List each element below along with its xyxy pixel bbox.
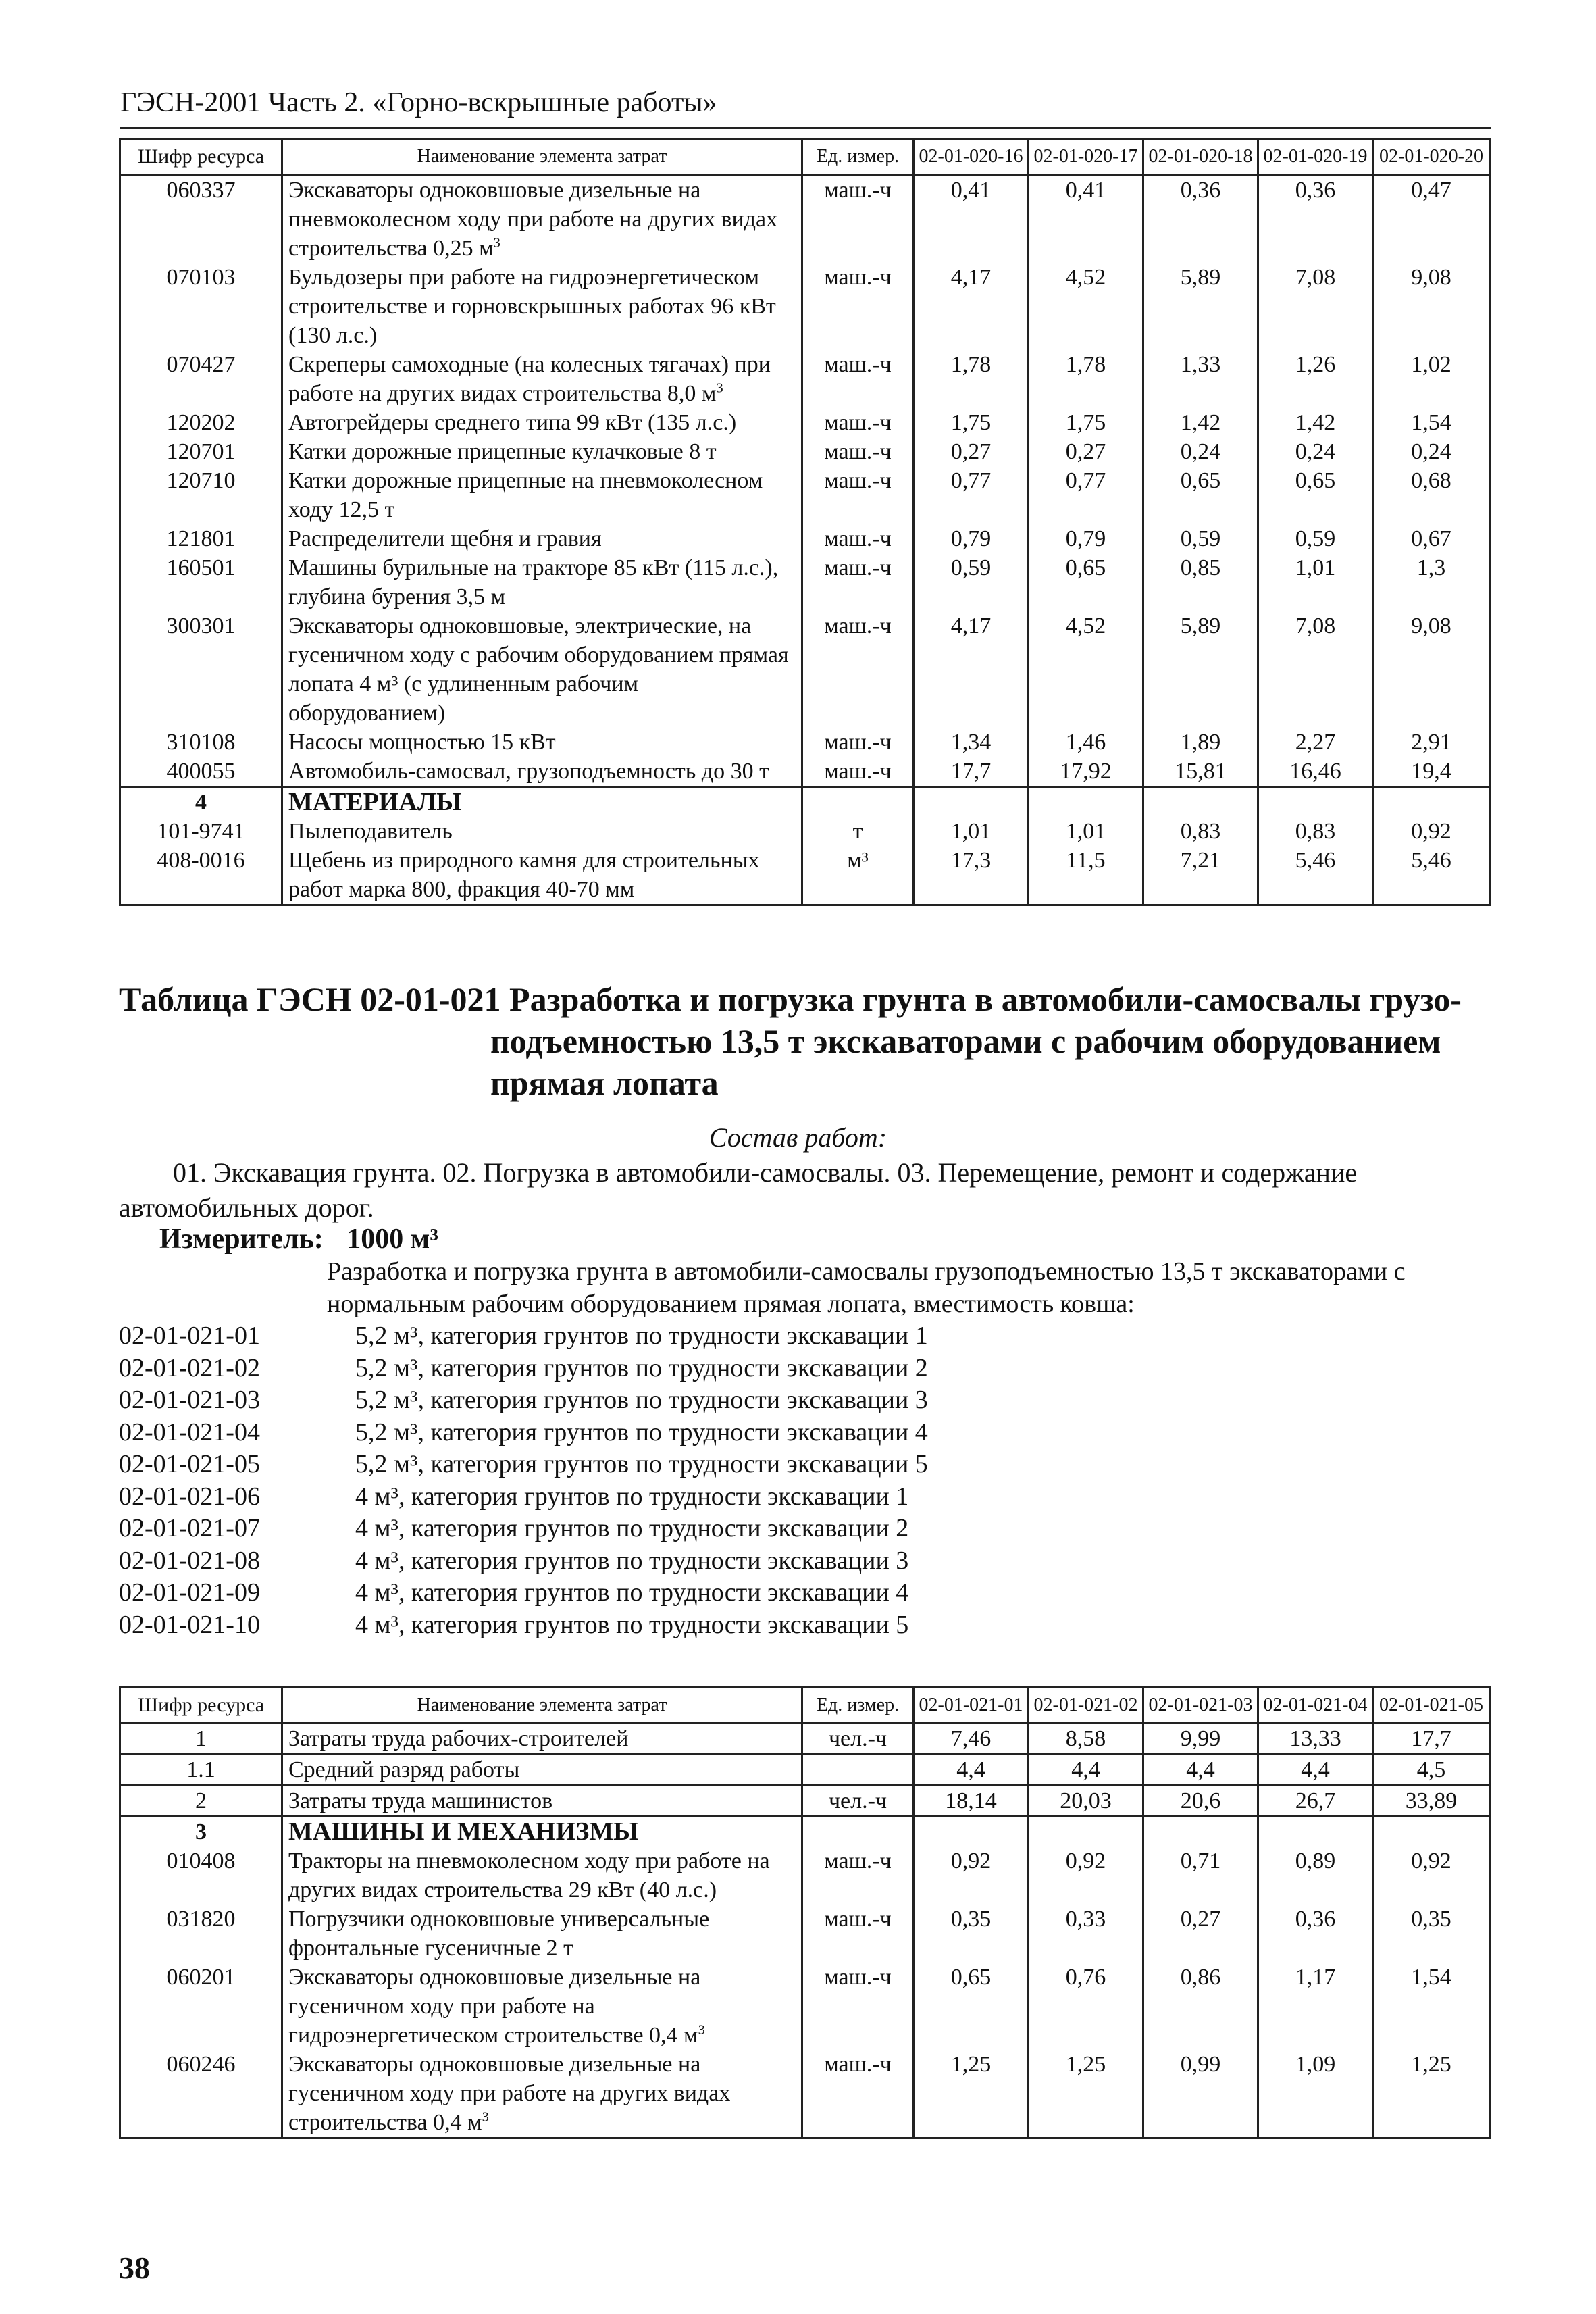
table-row (120, 846, 1490, 905)
resource-value: 1,78 (1029, 350, 1143, 408)
resource-value: 0,33 (1029, 1905, 1143, 1963)
resource-code: 010408 (120, 1846, 282, 1905)
resource-value: 1,09 (1258, 2050, 1373, 2138)
resource-value: 4,4 (1258, 1755, 1373, 1786)
resource-value: 0,92 (1373, 1846, 1490, 1905)
resource-value: 0,83 (1143, 817, 1258, 846)
resource-name-text: Распределители щебня и гравия (288, 526, 602, 551)
resource-value: 0,85 (1143, 553, 1258, 611)
resource-value: 0,59 (914, 553, 1029, 611)
resource-value: 0,77 (914, 466, 1029, 524)
resource-value: 0,36 (1258, 175, 1373, 263)
table-row (120, 817, 1490, 846)
resource-unit: маш.-ч (802, 175, 914, 263)
resource-name (282, 437, 802, 466)
resource-unit: м³ (802, 846, 914, 905)
variant-description: 5,2 м³, категория грунтов по трудности экскавации 1 (355, 1322, 928, 1350)
resource-name (282, 1755, 802, 1786)
resource-value: 33,89 (1373, 1786, 1490, 1817)
resource-unit (802, 787, 914, 818)
resource-value: 1,54 (1373, 408, 1490, 437)
resource-value: 0,65 (914, 1963, 1029, 2050)
resource-name-text: Щебень из природного камня для строительных работ марка 800, фракция 40-70 мм (288, 848, 760, 902)
resource-value: 13,33 (1258, 1724, 1373, 1755)
table-title-line1: Таблица ГЭСН 02-01-021 Разработка и погрузка грунта в автомобили-самосвалы грузо- (119, 980, 1462, 1018)
variant-code: 02-01-021-05 (119, 1450, 260, 1478)
resource-value: 0,59 (1143, 524, 1258, 553)
resource-code: 400055 (120, 757, 282, 787)
table-row (120, 1724, 1490, 1755)
resource-name-text: Экскаваторы одноковшовые дизельные на гусеничном ходу при работе на других видах строительства 0,4 м (288, 2052, 731, 2135)
resource-value: 0,41 (1029, 175, 1143, 263)
header-name: Наименование элемента затрат (282, 139, 802, 175)
resource-name (282, 408, 802, 437)
header-col: 02-01-020-16 (914, 139, 1029, 175)
resource-value: 7,21 (1143, 846, 1258, 905)
resource-value: 4,4 (1029, 1755, 1143, 1786)
resource-value: 1,01 (914, 817, 1029, 846)
resource-value: 5,89 (1143, 263, 1258, 350)
resource-value: 0,27 (1029, 437, 1143, 466)
table-row (120, 524, 1490, 553)
resource-name (282, 611, 802, 728)
resource-code: 4 (120, 787, 282, 818)
resource-name (282, 175, 802, 263)
resource-name-superscript: 3 (482, 2109, 489, 2125)
resource-code: 031820 (120, 1905, 282, 1963)
resource-code: 1.1 (120, 1755, 282, 1786)
resource-code: 120701 (120, 437, 282, 466)
meter (159, 1223, 438, 1255)
variant-description: 4 м³, категория грунтов по трудности экскавации 1 (355, 1482, 909, 1511)
resource-name (282, 728, 802, 757)
resource-value: 9,99 (1143, 1724, 1258, 1755)
resource-unit: маш.-ч (802, 1963, 914, 2050)
table-row (120, 1846, 1490, 1905)
resource-unit (802, 1755, 914, 1786)
resource-code: 120202 (120, 408, 282, 437)
table-row (120, 263, 1490, 350)
resource-code: 060201 (120, 1963, 282, 2050)
table-row (120, 1817, 1490, 1847)
resource-value: 0,99 (1143, 2050, 1258, 2138)
resource-value: 20,6 (1143, 1786, 1258, 1817)
header-col: 02-01-021-01 (914, 1688, 1029, 1724)
resource-name (282, 1786, 802, 1817)
resource-value: 1,54 (1373, 1963, 1490, 2050)
resource-value: 26,7 (1258, 1786, 1373, 1817)
resource-value: 9,08 (1373, 611, 1490, 728)
resource-value: 1,25 (1029, 2050, 1143, 2138)
resource-code: 160501 (120, 553, 282, 611)
resource-value: 4,4 (1143, 1755, 1258, 1786)
table-row (120, 757, 1490, 787)
variants-intro: Разработка и погрузка грунта в автомобили-самосвалы грузоподъемностью 13,5 т экскаваторами с нормальным рабочим оборудованием прямая лопата, вместимость ковша: (327, 1257, 1406, 1318)
variant-description: 5,2 м³, категория грунтов по трудности экскавации 3 (355, 1386, 928, 1414)
header-col: 02-01-021-04 (1258, 1688, 1373, 1724)
resource-unit: маш.-ч (802, 350, 914, 408)
resource-value: 2,91 (1373, 728, 1490, 757)
table-row (120, 408, 1490, 437)
resource-value: 0,89 (1258, 1846, 1373, 1905)
resource-code: 060246 (120, 2050, 282, 2138)
resource-value: 9,08 (1373, 263, 1490, 350)
header-col: 02-01-020-17 (1029, 139, 1143, 175)
header-code: Шифр ресурса (120, 139, 282, 175)
resource-name-text: Автомобиль-самосвал, грузоподъемность до 30 т (288, 759, 769, 784)
resource-code: 121801 (120, 524, 282, 553)
resource-unit: маш.-ч (802, 2050, 914, 2138)
variant-description: 5,2 м³, категория грунтов по трудности экскавации 4 (355, 1417, 928, 1447)
table-row (120, 728, 1490, 757)
resource-value: 0,67 (1373, 524, 1490, 553)
resource-value: 0,92 (1373, 817, 1490, 846)
resource-name-text: Автогрейдеры среднего типа 99 кВт (135 л.с.) (288, 410, 737, 435)
resource-code: 070427 (120, 350, 282, 408)
resource-value: 4,17 (914, 611, 1029, 728)
table-row (120, 466, 1490, 524)
resource-code: 060337 (120, 175, 282, 263)
resource-value: 1,75 (914, 408, 1029, 437)
resource-value (1258, 787, 1373, 818)
resource-name-text: Катки дорожные прицепные на пневмоколесном ходу 12,5 т (288, 468, 763, 522)
resource-name-text: Тракторы на пневмоколесном ходу при работе на других видах строительства 29 кВт (40 л.с.) (288, 1848, 770, 1903)
resource-name (282, 466, 802, 524)
table-row (120, 1905, 1490, 1963)
running-header: ГЭСН-2001 Часть 2. «Горно-вскрышные работы» (120, 87, 717, 118)
resource-name (282, 2050, 802, 2138)
resource-value (914, 1817, 1029, 1847)
resource-name-text: Насосы мощностью 15 кВт (288, 730, 556, 755)
variant-description: 4 м³, категория грунтов по трудности экскавации 2 (355, 1514, 909, 1542)
resource-value: 1,78 (914, 350, 1029, 408)
resource-value: 5,89 (1143, 611, 1258, 728)
resource-unit: чел.-ч (802, 1786, 914, 1817)
resource-value: 4,17 (914, 263, 1029, 350)
table-row (120, 787, 1490, 818)
resource-value: 0,83 (1258, 817, 1373, 846)
resource-code: 300301 (120, 611, 282, 728)
resource-unit: маш.-ч (802, 408, 914, 437)
resource-name-text: Экскаваторы одноковшовые дизельные на пневмоколесном ходу при работе на других видах строительства 0,25 м (288, 178, 778, 261)
resource-name-text: Катки дорожные прицепные кулачковые 8 т (288, 439, 717, 464)
resource-name-text: Бульдозеры при работе на гидроэнергетическом строительстве и горновскрышных работах 96 кВт (130 л.с.) (288, 265, 776, 348)
header-col: 02-01-020-19 (1258, 139, 1373, 175)
resource-name (282, 846, 802, 905)
meter-label: Измеритель: (159, 1224, 324, 1255)
resource-name-text: Погрузчики одноковшовые универсальные фронтальные гусеничные 2 т (288, 1907, 710, 1961)
resource-value: 0,77 (1029, 466, 1143, 524)
resource-value: 1,25 (914, 2050, 1029, 2138)
resource-unit (802, 1817, 914, 1847)
resource-value: 17,7 (914, 757, 1029, 787)
table-header-row (120, 139, 1490, 175)
resource-unit: маш.-ч (802, 757, 914, 787)
resource-value: 5,46 (1373, 846, 1490, 905)
resource-value: 0,65 (1029, 553, 1143, 611)
variant-code: 02-01-021-06 (119, 1482, 260, 1511)
resource-value (914, 787, 1029, 818)
variant-description: 4 м³, категория грунтов по трудности экскавации 4 (355, 1578, 909, 1607)
resource-name-text: Затраты труда рабочих-строителей (288, 1726, 629, 1751)
resource-value: 4,5 (1373, 1755, 1490, 1786)
resource-value: 0,65 (1258, 466, 1373, 524)
resource-unit: маш.-ч (802, 553, 914, 611)
resource-value: 20,03 (1029, 1786, 1143, 1817)
resource-name (282, 553, 802, 611)
resource-unit: маш.-ч (802, 524, 914, 553)
resource-name (282, 1846, 802, 1905)
resource-unit: т (802, 817, 914, 846)
resource-value: 1,17 (1258, 1963, 1373, 2050)
resource-value: 0,68 (1373, 466, 1490, 524)
resource-value: 1,25 (1373, 2050, 1490, 2138)
table-row (120, 1786, 1490, 1817)
header-unit: Ед. измер. (802, 1688, 914, 1724)
resource-value: 17,7 (1373, 1724, 1490, 1755)
variant-code: 02-01-021-01 (119, 1322, 260, 1350)
table-row (120, 437, 1490, 466)
resource-value: 7,08 (1258, 263, 1373, 350)
resource-code: 408-0016 (120, 846, 282, 905)
variant-description: 5,2 м³, категория грунтов по трудности экскавации 2 (355, 1353, 928, 1382)
resource-unit: маш.-ч (802, 437, 914, 466)
resource-value: 0,35 (914, 1905, 1029, 1963)
resource-name (282, 787, 802, 818)
table-row (120, 2050, 1490, 2138)
resource-code: 101-9741 (120, 817, 282, 846)
resource-value: 1,89 (1143, 728, 1258, 757)
resource-value: 1,42 (1143, 408, 1258, 437)
meter-value: 1000 м³ (346, 1224, 438, 1255)
resource-name (282, 1724, 802, 1755)
table-row (120, 1963, 1490, 2050)
resource-value: 0,92 (1029, 1846, 1143, 1905)
resource-name-superscript: 3 (698, 2022, 705, 2038)
resource-value: 0,79 (1029, 524, 1143, 553)
resource-name-text: Скреперы самоходные (на колесных тягачах) при работе на других видах строительства 8,0 м (288, 352, 771, 406)
resource-name-text: МАТЕРИАЛЫ (288, 788, 462, 816)
resource-value: 15,81 (1143, 757, 1258, 787)
header-rule (120, 127, 1491, 129)
resource-value: 0,86 (1143, 1963, 1258, 2050)
resource-value: 0,36 (1258, 1905, 1373, 1963)
header-col: 02-01-020-20 (1373, 139, 1490, 175)
resource-value: 4,52 (1029, 263, 1143, 350)
header-col: 02-01-020-18 (1143, 139, 1258, 175)
table-row (120, 1755, 1490, 1786)
resource-value: 0,27 (914, 437, 1029, 466)
resource-name-superscript: 3 (493, 235, 500, 251)
table-row (120, 553, 1490, 611)
resource-value (1143, 1817, 1258, 1847)
resource-name-text: Экскаваторы одноковшовые дизельные на гусеничном ходу при работе на гидроэнергетическом строительстве 0,4 м (288, 1965, 701, 2048)
header-col: 02-01-021-03 (1143, 1688, 1258, 1724)
header-name: Наименование элемента затрат (282, 1688, 802, 1724)
resource-value: 0,65 (1143, 466, 1258, 524)
resource-value (1373, 787, 1490, 818)
resource-value: 4,4 (914, 1755, 1029, 1786)
resource-unit: маш.-ч (802, 263, 914, 350)
header-col: 02-01-021-05 (1373, 1688, 1490, 1724)
resource-value: 7,08 (1258, 611, 1373, 728)
variant-description: 5,2 м³, категория грунтов по трудности экскавации 5 (355, 1450, 928, 1478)
resource-name (282, 1963, 802, 2050)
resource-value: 1,26 (1258, 350, 1373, 408)
resource-code: 1 (120, 1724, 282, 1755)
resource-value: 1,42 (1258, 408, 1373, 437)
resource-table-020 (119, 138, 1491, 906)
resource-code: 120710 (120, 466, 282, 524)
resource-value: 7,46 (914, 1724, 1029, 1755)
resource-value (1029, 1817, 1143, 1847)
resource-name-text: Экскаваторы одноковшовые, электрические, на гусеничном ходу с рабочим оборудованием прямая лопата 4 м³ (с удлиненным рабочим оборудованием) (288, 613, 789, 726)
resource-value: 1,02 (1373, 350, 1490, 408)
resource-value: 1,33 (1143, 350, 1258, 408)
resource-unit: маш.-ч (802, 728, 914, 757)
composition-heading: Состав работ: (709, 1122, 887, 1153)
resource-value: 1,34 (914, 728, 1029, 757)
resource-value (1143, 787, 1258, 818)
resource-value: 0,36 (1143, 175, 1258, 263)
resource-value: 0,59 (1258, 524, 1373, 553)
resource-value: 1,01 (1029, 817, 1143, 846)
resource-name (282, 1817, 802, 1847)
resource-value: 0,24 (1258, 437, 1373, 466)
table-title (119, 978, 1497, 1104)
resource-code: 3 (120, 1817, 282, 1847)
resource-value: 17,3 (914, 846, 1029, 905)
variant-code: 02-01-021-10 (119, 1610, 260, 1639)
resource-unit: маш.-ч (802, 466, 914, 524)
variant-code: 02-01-021-03 (119, 1386, 260, 1414)
resource-name-text: Машины бурильные на тракторе 85 кВт (115 л.с.), глубина бурения 3,5 м (288, 555, 779, 609)
table-row (120, 350, 1490, 408)
resource-table-021 (119, 1686, 1491, 2139)
header-code: Шифр ресурса (120, 1688, 282, 1724)
table-body (120, 1724, 1490, 2138)
resource-value: 0,79 (914, 524, 1029, 553)
resource-name-text: Средний разряд работы (288, 1757, 520, 1782)
table-row (120, 611, 1490, 728)
resource-value: 0,27 (1143, 1905, 1258, 1963)
resource-value: 17,92 (1029, 757, 1143, 787)
resource-code: 310108 (120, 728, 282, 757)
resource-value (1373, 1817, 1490, 1847)
resource-name (282, 524, 802, 553)
resource-code: 070103 (120, 263, 282, 350)
resource-value: 1,01 (1258, 553, 1373, 611)
variant-description: 4 м³, категория грунтов по трудности экскавации 3 (355, 1546, 909, 1575)
resource-value: 19,4 (1373, 757, 1490, 787)
resource-name (282, 1905, 802, 1963)
resource-name-text: Затраты труда машинистов (288, 1788, 553, 1813)
variant-code: 02-01-021-04 (119, 1417, 260, 1447)
resource-value: 5,46 (1258, 846, 1373, 905)
resource-name (282, 817, 802, 846)
resource-name-text: МАШИНЫ И МЕХАНИЗМЫ (288, 1817, 639, 1846)
table-row (120, 175, 1490, 263)
resource-value: 2,27 (1258, 728, 1373, 757)
resource-value: 0,24 (1143, 437, 1258, 466)
resource-value: 0,71 (1143, 1846, 1258, 1905)
resource-name (282, 757, 802, 787)
resource-code: 2 (120, 1786, 282, 1817)
header-col: 02-01-021-02 (1029, 1688, 1143, 1724)
resource-value: 0,41 (914, 175, 1029, 263)
table-title-line2: подъемностью 13,5 т экскаваторами с рабочим оборудованием прямая лопата (490, 1022, 1441, 1102)
resource-value: 11,5 (1029, 846, 1143, 905)
resource-unit: чел.-ч (802, 1724, 914, 1755)
resource-value: 0,76 (1029, 1963, 1143, 2050)
resource-value: 0,92 (914, 1846, 1029, 1905)
table-body (120, 175, 1490, 905)
composition-text: 01. Экскавация грунта. 02. Погрузка в автомобили-самосвалы. 03. Перемещение, ремонт и содержание автомобильных дорог. (119, 1157, 1358, 1223)
resource-name (282, 263, 802, 350)
page-number: 38 (119, 2250, 150, 2285)
resource-unit: маш.-ч (802, 1905, 914, 1963)
variant-code: 02-01-021-09 (119, 1578, 260, 1607)
resource-value: 0,47 (1373, 175, 1490, 263)
resource-value: 1,75 (1029, 408, 1143, 437)
resource-unit: маш.-ч (802, 1846, 914, 1905)
resource-value: 1,3 (1373, 553, 1490, 611)
resource-value: 4,52 (1029, 611, 1143, 728)
resource-value: 8,58 (1029, 1724, 1143, 1755)
resource-name (282, 350, 802, 408)
resource-value: 16,46 (1258, 757, 1373, 787)
variant-code: 02-01-021-08 (119, 1546, 260, 1575)
variant-description: 4 м³, категория грунтов по трудности экскавации 5 (355, 1610, 909, 1639)
resource-value: 0,35 (1373, 1905, 1490, 1963)
resource-value: 1,46 (1029, 728, 1143, 757)
resource-name-superscript: 3 (716, 380, 723, 396)
resource-value: 0,24 (1373, 437, 1490, 466)
table-header-row (120, 1688, 1490, 1724)
variant-code: 02-01-021-02 (119, 1353, 260, 1382)
resource-name-text: Пылеподавитель (288, 819, 453, 844)
resource-value (1029, 787, 1143, 818)
variant-code: 02-01-021-07 (119, 1514, 260, 1542)
resource-unit: маш.-ч (802, 611, 914, 728)
header-unit: Ед. измер. (802, 139, 914, 175)
resource-value: 18,14 (914, 1786, 1029, 1817)
resource-value (1258, 1817, 1373, 1847)
